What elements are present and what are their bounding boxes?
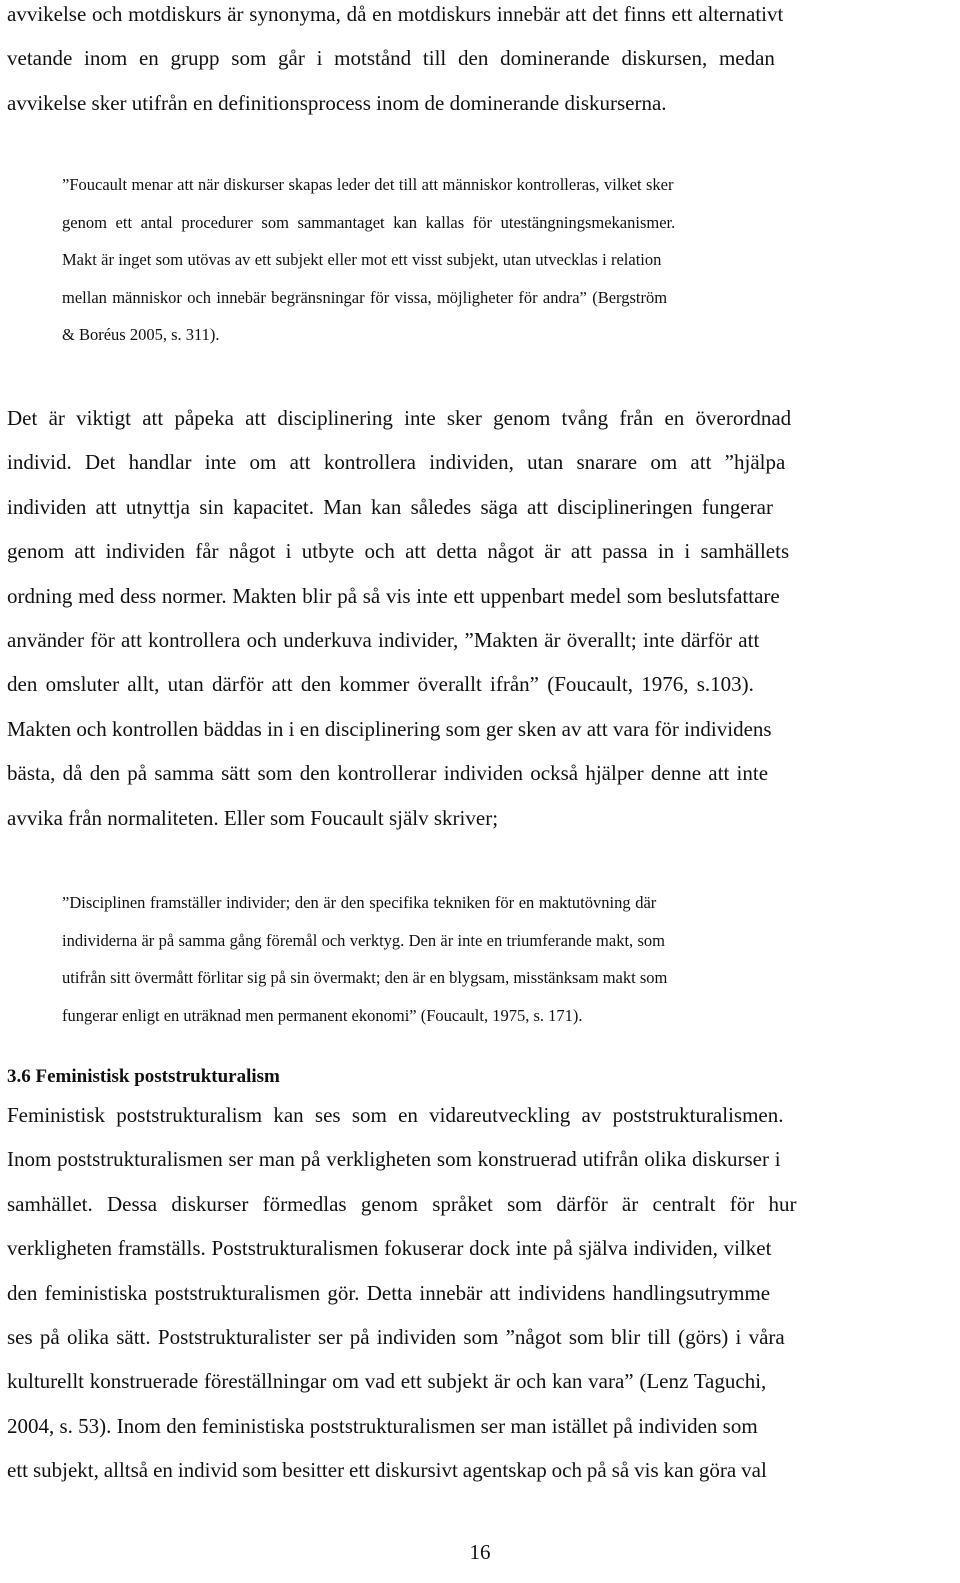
intro-paragraph [7, 0, 951, 125]
text-line: fungerar enligt en uträknad men permanent ekonomi” (Foucault, 1975, s. 171). [62, 1005, 583, 1025]
text-line: individerna är på samma gång föremål och verktyg. Den är inte en triumferande makt, som [62, 930, 666, 950]
text-line: verkligheten framställs. Poststrukturalismen fokuserar dock inte på själva individen, vilket [7, 1236, 772, 1261]
text-line: mellan människor och innebär begränsningar för vissa, möjligheter för andra” (Bergström [62, 287, 668, 307]
text-line: samhället. Dessa diskurser förmedlas genom språket som därför är centralt för hur [7, 1191, 797, 1216]
text-line: 2004, s. 53). Inom den feministiska poststrukturalismen ser man istället på individen som [7, 1413, 758, 1438]
text-line: ordning med dess normer. Makten blir på så vis inte ett uppenbart medel som beslutsfattare [7, 583, 780, 608]
text-line: bästa, då den på samma sätt som den kontrollerar individen också hjälper denne att inte [7, 761, 769, 786]
text-line: & Boréus 2005, s. 311). [62, 325, 220, 344]
text-line: den omsluter allt, utan därför att den kommer överallt ifrån” (Foucault, 1976, s.103). [7, 672, 754, 697]
paragraph-text [7, 396, 951, 840]
text-line: avvikelse och motdiskurs är synonyma, då en motdiskurs innebär att det finns ett alternativt [7, 2, 784, 26]
text-line: ett subjekt, alltså en individ som besitter ett diskursivt agentskap och på så vis kan göra val [7, 1458, 767, 1483]
page-number: 16 [469, 1540, 491, 1564]
text-line: avvikelse sker utifrån en definitionsprocess inom de dominerande diskurserna. [7, 90, 667, 115]
text-line: Makt är inget som utövas av ett subjekt eller mot ett visst subjekt, utan utvecklas i relation [62, 250, 662, 269]
block-quote-bergstrom [7, 166, 951, 354]
intro-text [7, 0, 951, 125]
disciplining-paragraph [7, 396, 951, 840]
text-line: den feministiska poststrukturalismen gör. Detta innebär att individens handlingsutrymme [7, 1280, 771, 1305]
text-line: genom ett antal procedurer som sammantaget kan kallas för utestängningsmekanismer. [62, 212, 676, 232]
text-line: individen att utnyttja sin kapacitet. Man kan således säga att disciplineringen fungerar [7, 494, 773, 519]
quote-text [62, 884, 951, 1034]
quote-text [62, 166, 951, 354]
text-line: individ. Det handlar inte om att kontrollera individen, utan snarare om att ”hjälpa [7, 450, 786, 475]
text-line: kulturellt konstruerade föreställningar om vad ett subjekt är och kan vara” (Lenz Taguchi, [7, 1369, 767, 1394]
text-line: Inom poststrukturalismen ser man på verkligheten som konstruerad utifrån olika diskurser i [7, 1147, 781, 1172]
text-line: ”Foucault menar att när diskurser skapas leder det till att människor kontrolleras, vilket sker [62, 175, 674, 194]
text-line: avvika från normaliteten. Eller som Foucault själv skriver; [7, 805, 499, 830]
block-quote-foucault [7, 884, 951, 1034]
text-line: Feministisk poststrukturalism kan ses som en vidareutveckling av poststrukturalismen. [7, 1103, 784, 1127]
paragraph-text [7, 1093, 951, 1493]
text-line: utifrån sitt övermått förlitar sig på sin övermakt; den är en blygsam, misstänksam makt som [62, 968, 668, 987]
text-line: vetande inom en grupp som går i motstånd till den dominerande diskursen, medan [7, 46, 775, 71]
text-line: ses på olika sätt. Poststrukturalister ser på individen som ”något som blir till (görs) i våra [7, 1325, 785, 1350]
text-line: ”Disciplinen framställer individer; den är den specifika tekniken för en maktutövning där [62, 893, 657, 912]
text-line: genom att individen får något i utbyte och att detta något är att passa in i samhällets [7, 539, 790, 564]
section-paragraph [7, 1093, 951, 1493]
text-line: använder för att kontrollera och underkuva individer, ”Makten är överallt; inte därför att [7, 628, 760, 653]
text-line: Det är viktigt att påpeka att disciplinering inte sker genom tvång från en överordnad [7, 406, 792, 430]
section-heading: 3.6 Feministisk poststrukturalism [7, 1066, 280, 1087]
text-line: Makten och kontrollen bäddas in i en disciplinering som ger sken av att vara för individens [7, 716, 772, 741]
